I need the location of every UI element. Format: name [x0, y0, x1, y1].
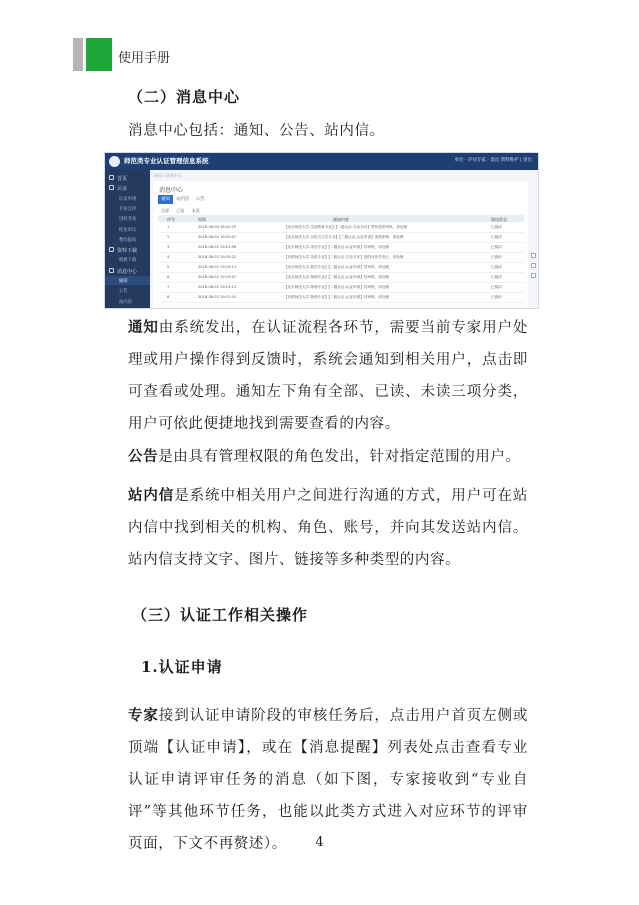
announcement-term: 公告 — [128, 448, 159, 465]
header-content: 通知内容 — [333, 216, 349, 222]
cell-time: 2018-06-04 18:20:07 — [198, 234, 237, 239]
sidebar-item[interactable] — [105, 225, 150, 234]
notice-term: 通知 — [128, 319, 159, 336]
cell-content: 【北京师范大学-英语专业】【二级认证-认证申请】待审核，请处理 — [284, 244, 390, 249]
cell-time: 2018-06-02 19:20:22 — [198, 254, 237, 259]
header-no: 序号 — [167, 216, 175, 222]
header-green-block — [86, 38, 112, 71]
cell-status: 已阅读 — [491, 274, 502, 279]
tab-announcement[interactable]: 公告 — [195, 197, 205, 202]
subsection-heading-application: 1.认证申请 — [141, 658, 223, 676]
sidebar-item-label: 模板下载 — [119, 258, 137, 264]
expert-text: 接到认证申请阶段的审核任务后，点击用户首页左侧或顶端【认证申请】，或在【消息提醒】列表处点击查看专业认证申请评审任务的消息（如下图，专家接收到“专业自评”等其他环节任务，也能以此类方式进入对应环节的评审页面，下文不再赘述）。 — [128, 708, 528, 852]
sidebar-item[interactable] — [105, 183, 150, 192]
app-main — [150, 170, 538, 308]
sidebar-item[interactable] — [105, 235, 150, 244]
sidebar-item[interactable] — [105, 266, 150, 275]
sidebar-item[interactable] — [105, 276, 150, 285]
sidebar-item-label: 消息中心 — [117, 268, 138, 275]
cell-content: 【首都师范大学-物理专业】【二级认证-认证申请】待审核，请处理 — [284, 294, 390, 299]
tab-notice[interactable]: 通知 — [158, 195, 173, 204]
table-header — [158, 215, 524, 222]
tab-mail[interactable]: 站内信 — [176, 197, 190, 202]
app-logo-icon — [109, 156, 120, 167]
section-heading-message-center: （二）消息中心 — [128, 88, 241, 106]
cell-status: 已阅读 — [491, 234, 502, 239]
sidebar-item-label: 专业自评 — [119, 206, 137, 212]
app-top-bar — [105, 153, 538, 170]
cell-content: 【首都师范大学-英语专业】【二级认证-专业自评】您的评估任务已，请处理 — [284, 254, 404, 259]
sidebar-item-label: 认证申请 — [119, 196, 137, 202]
sidebar-item-label: 通知 — [119, 279, 128, 284]
header-time: 时间 — [198, 216, 206, 222]
sidebar-item[interactable] — [105, 297, 150, 306]
sidebar-item-label: 首页 — [117, 176, 128, 182]
table-row[interactable] — [158, 253, 524, 263]
table-row[interactable] — [158, 233, 524, 243]
settings-icon[interactable] — [531, 263, 536, 268]
sidebar-item-label: 结论审议 — [119, 227, 137, 233]
filter-unread[interactable]: 未读 — [191, 208, 200, 213]
announcement-paragraph — [128, 441, 528, 473]
cell-status: 已阅读 — [491, 254, 502, 259]
table-row[interactable] — [158, 273, 524, 283]
cell-content: 【北京师范大学-学前教育专业】【二级认证-专业自评】等待您的审核，请处理 — [284, 224, 407, 229]
sidebar-item[interactable] — [105, 286, 150, 295]
cell-content: 【北京师范大学-物理专业】【二级认证-认证申请】待审核，请处理 — [284, 274, 390, 279]
mail-paragraph — [128, 480, 528, 576]
section-intro: 消息中心包括：通知、公告、站内信。 — [128, 123, 385, 139]
cell-content: 【北京师范大学-数学专业】【二级认证-认证申请】待审核，请处理 — [284, 264, 390, 269]
mail-text: 是系统中相关用户之间进行沟通的方式，用户可在站内信中找到相关的机构、角色、账号，并向其发送站内信。站内信支持文字、图片、链接等多种类型的内容。 — [128, 488, 528, 568]
message-panel — [153, 181, 528, 308]
header-gray-bar — [73, 38, 83, 71]
cell-time: 2018-06-04 18:20:25 — [198, 224, 237, 229]
cell-time: 2018-06-02 19:13:11 — [198, 284, 237, 289]
cell-status: 已阅读 — [491, 284, 502, 289]
section-heading-certification: （三）认证工作相关操作 — [132, 606, 309, 624]
cell-no: 3 — [167, 244, 170, 249]
cell-time: 2018-06-02 19:12:41 — [198, 294, 237, 299]
app-sidebar — [105, 170, 150, 308]
announcement-text: 是由具有管理权限的角色发出，针对指定范围的用户。 — [158, 449, 521, 465]
edit-icon[interactable] — [531, 253, 536, 258]
app-top-links[interactable]: 单位 · 评估专家 · 退出 资料维护 | 退出 — [454, 158, 532, 163]
cell-content: 【北京师范大学-汉语言文学专业】【二级认证-认证申请】请您审核，请处理 — [284, 234, 404, 239]
sidebar-item-label: 站内信 — [119, 299, 132, 305]
download-icon — [109, 247, 114, 252]
sidebar-item-label: 整改提高 — [119, 237, 137, 243]
app-title: 师范类专业认证管理信息系统 — [124, 157, 209, 165]
table-row[interactable] — [158, 293, 524, 303]
table-row[interactable] — [158, 283, 524, 293]
filter-all[interactable]: 全部 — [161, 208, 169, 213]
panel-title: 消息中心 — [159, 187, 184, 194]
cell-no: 2 — [167, 234, 170, 239]
cell-no: 1 — [167, 224, 170, 229]
cell-status: 已阅读 — [491, 224, 502, 229]
cell-time: 2018-06-02 19:19:07 — [198, 274, 237, 279]
cell-status: 已阅读 — [491, 264, 502, 269]
cell-no: 6 — [167, 274, 170, 279]
table-row[interactable] — [158, 263, 524, 273]
cell-status: 已阅读 — [491, 294, 502, 299]
header-title: 使用手册 — [118, 51, 171, 66]
notice-paragraph — [128, 312, 528, 440]
home-icon — [109, 175, 114, 180]
table-row[interactable] — [158, 223, 524, 233]
sidebar-item-label: 进校考查 — [119, 217, 137, 223]
cell-time: 2018-06-02 19:19:13 — [198, 264, 237, 269]
filter-read[interactable]: 已读 — [176, 208, 185, 213]
sidebar-item-label: 公告 — [119, 289, 128, 295]
sidebar-item[interactable] — [105, 214, 150, 223]
sidebar-item-label: 资料下载 — [117, 248, 138, 255]
header-status: 阅读状态 — [491, 216, 507, 222]
message-icon[interactable] — [531, 273, 536, 278]
mail-term: 站内信 — [128, 487, 175, 504]
read-filters — [161, 208, 206, 214]
cell-time: 2018-06-02 19:21:56 — [198, 244, 237, 249]
table-row[interactable] — [158, 243, 524, 253]
expert-term: 专家 — [128, 707, 159, 724]
shield-icon — [109, 185, 114, 190]
sidebar-item-label: 认证 — [117, 186, 128, 193]
breadcrumb: 首页 / 消息中心 — [154, 173, 182, 178]
sidebar-item[interactable] — [105, 245, 150, 254]
page-number: 4 — [315, 835, 324, 850]
sidebar-item[interactable] — [105, 204, 150, 213]
cell-status: 已阅读 — [491, 244, 502, 249]
bell-icon — [109, 268, 114, 273]
cell-content: 【北京师范大学-物理专业】【二级认证-认证申请】待审核，请处理 — [284, 284, 390, 289]
sidebar-item[interactable] — [105, 173, 150, 182]
cell-no: 7 — [167, 284, 170, 289]
cell-no: 5 — [167, 264, 170, 269]
sidebar-item[interactable] — [105, 194, 150, 203]
notice-text: 由系统发出，在认证流程各环节，需要当前专家用户处理或用户操作得到反馈时，系统会通知到相关用户，点击即可查看或处理。通知左下角有全部、已读、未读三项分类，用户可依此便捷地找到需要查看的内容。 — [128, 320, 528, 432]
sidebar-item[interactable] — [105, 255, 150, 264]
cell-no: 4 — [167, 254, 170, 259]
cell-no: 8 — [167, 294, 170, 299]
message-center-screenshot — [104, 152, 539, 309]
